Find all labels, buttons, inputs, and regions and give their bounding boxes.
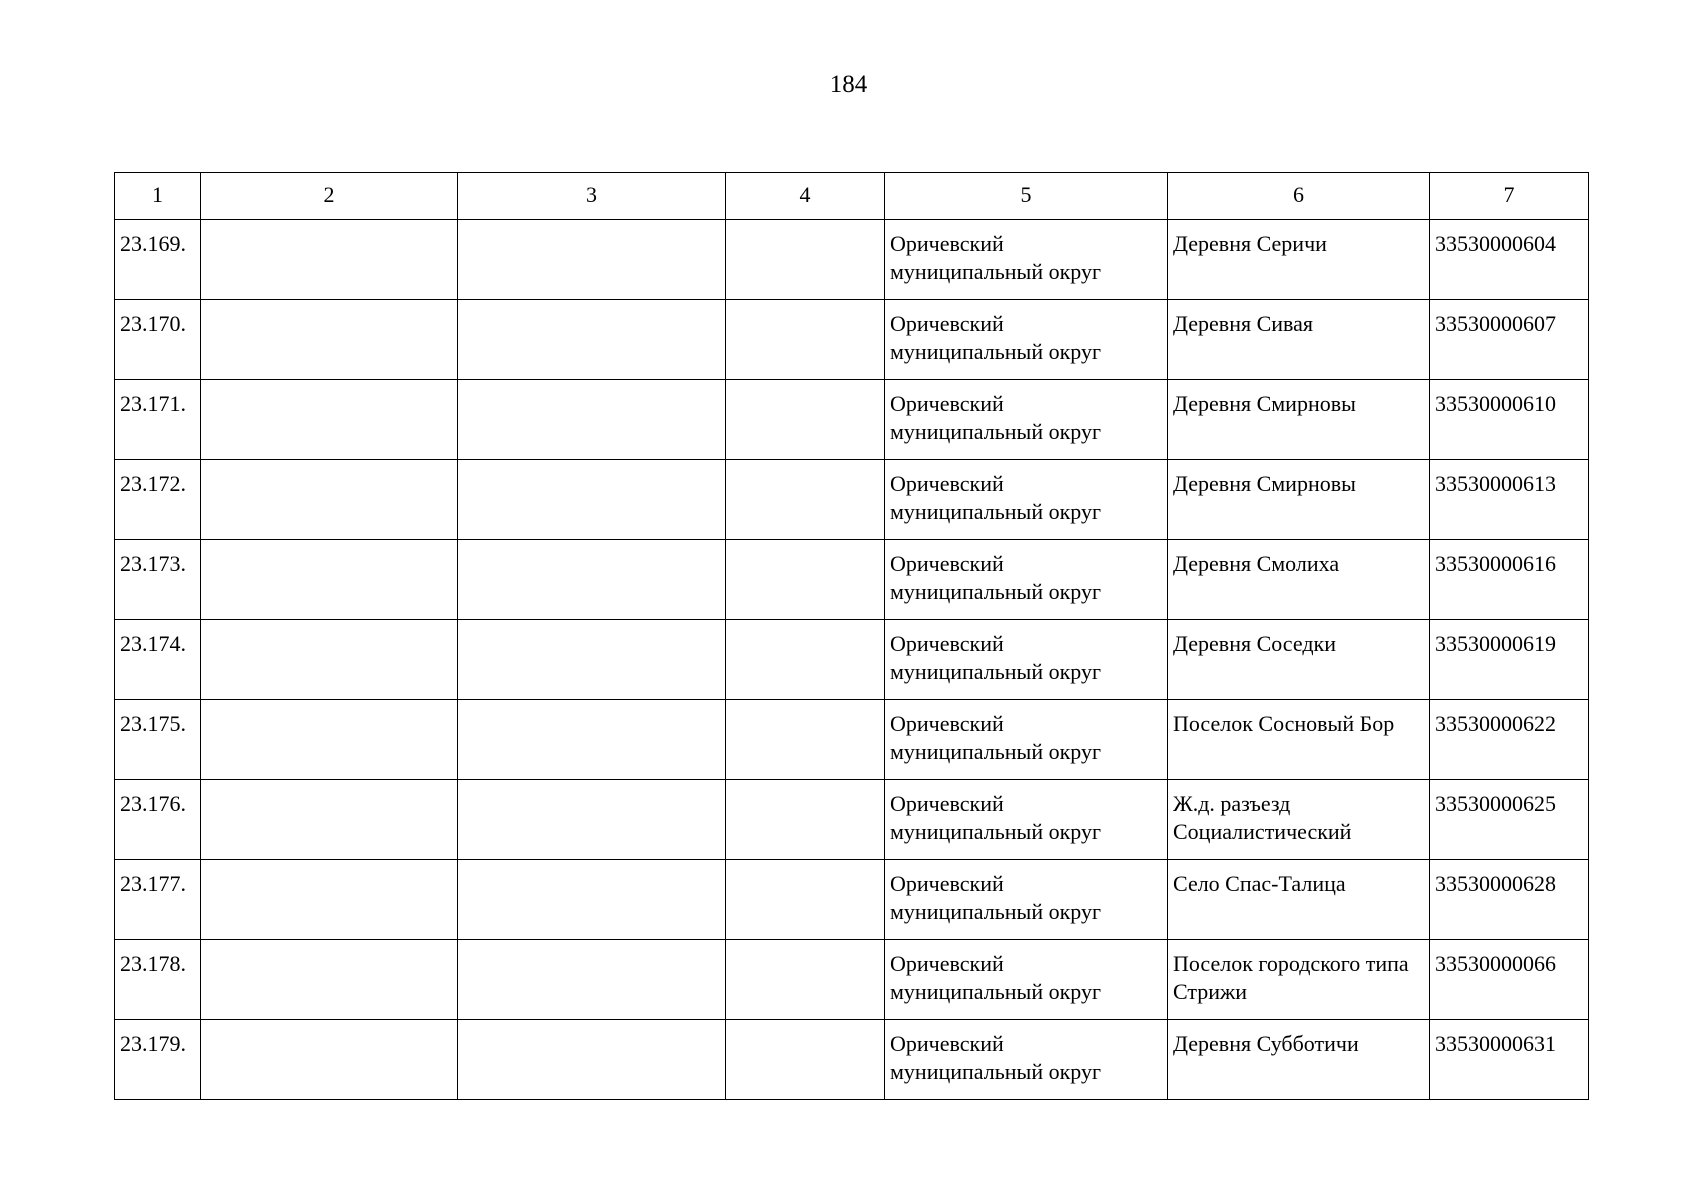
cell-col2 [201,620,458,700]
cell-col3 [458,460,726,540]
cell-col4 [726,380,885,460]
row-number: 23.171. [115,380,201,460]
settlement-code: 33530000607 [1430,300,1589,380]
table-row [115,940,1589,1020]
district-name: Оричевский муниципальный округ [885,700,1168,780]
cell-col2 [201,700,458,780]
cell-col4 [726,860,885,940]
cell-col3 [458,540,726,620]
cell-col3 [458,940,726,1020]
settlement-code: 33530000631 [1430,1020,1589,1100]
cell-col4 [726,220,885,300]
cell-col4 [726,300,885,380]
table-row [115,300,1589,380]
cell-col4 [726,780,885,860]
settlement-name: Деревня Смолиха [1168,540,1430,620]
table-row [115,220,1589,300]
settlement-code: 33530000625 [1430,780,1589,860]
table-row [115,620,1589,700]
page-number: 184 [829,71,868,98]
district-name: Оричевский муниципальный округ [885,460,1168,540]
cell-col4 [726,460,885,540]
cell-col4 [726,540,885,620]
row-number: 23.169. [115,220,201,300]
cell-col2 [201,380,458,460]
cell-col2 [201,220,458,300]
row-number: 23.172. [115,460,201,540]
cell-col4 [726,700,885,780]
settlement-name: Деревня Субботичи [1168,1020,1430,1100]
row-number: 23.174. [115,620,201,700]
column-header: 6 [1168,173,1430,220]
cell-col3 [458,300,726,380]
table-row [115,380,1589,460]
row-number: 23.170. [115,300,201,380]
settlement-code: 33530000619 [1430,620,1589,700]
cell-col3 [458,1020,726,1100]
row-number: 23.173. [115,540,201,620]
settlement-name: Деревня Сивая [1168,300,1430,380]
cell-col2 [201,940,458,1020]
row-number: 23.177. [115,860,201,940]
settlement-code: 33530000066 [1430,940,1589,1020]
cell-col2 [201,460,458,540]
settlement-code: 33530000622 [1430,700,1589,780]
cell-col2 [201,780,458,860]
district-name: Оричевский муниципальный округ [885,940,1168,1020]
cell-col4 [726,1020,885,1100]
settlement-name: Деревня Соседки [1168,620,1430,700]
settlement-code: 33530000610 [1430,380,1589,460]
column-header: 5 [885,173,1168,220]
column-header: 2 [201,173,458,220]
settlement-code: 33530000616 [1430,540,1589,620]
cell-col2 [201,300,458,380]
cell-col3 [458,860,726,940]
cell-col3 [458,220,726,300]
column-header: 4 [726,173,885,220]
settlement-name: Деревня Смирновы [1168,380,1430,460]
cell-col4 [726,620,885,700]
district-name: Оричевский муниципальный округ [885,1020,1168,1100]
cell-col2 [201,540,458,620]
district-name: Оричевский муниципальный округ [885,540,1168,620]
settlement-name: Деревня Смирновы [1168,460,1430,540]
district-name: Оричевский муниципальный округ [885,380,1168,460]
settlement-name: Село Спас-Талица [1168,860,1430,940]
cell-col2 [201,1020,458,1100]
table-row [115,460,1589,540]
table-row [115,860,1589,940]
district-name: Оричевский муниципальный округ [885,300,1168,380]
column-header: 3 [458,173,726,220]
settlement-name: Поселок городского типа Стрижи [1168,940,1430,1020]
table-row [115,780,1589,860]
cell-col4 [726,940,885,1020]
data-table [114,172,1589,1100]
table-row [115,540,1589,620]
column-header: 7 [1430,173,1589,220]
row-number: 23.175. [115,700,201,780]
cell-col3 [458,620,726,700]
row-number: 23.179. [115,1020,201,1100]
cell-col3 [458,700,726,780]
column-header: 1 [115,173,201,220]
district-name: Оричевский муниципальный округ [885,780,1168,860]
settlement-code: 33530000604 [1430,220,1589,300]
table-row [115,700,1589,780]
settlement-code: 33530000628 [1430,860,1589,940]
header-row [115,173,1589,220]
district-name: Оричевский муниципальный округ [885,220,1168,300]
table-row [115,1020,1589,1100]
row-number: 23.178. [115,940,201,1020]
settlement-name: Поселок Сосновый Бор [1168,700,1430,780]
settlement-name: Деревня Серичи [1168,220,1430,300]
settlement-code: 33530000613 [1430,460,1589,540]
settlement-name: Ж.д. разъезд Социалистический [1168,780,1430,860]
cell-col3 [458,380,726,460]
district-name: Оричевский муниципальный округ [885,860,1168,940]
district-name: Оричевский муниципальный округ [885,620,1168,700]
row-number: 23.176. [115,780,201,860]
cell-col2 [201,860,458,940]
cell-col3 [458,780,726,860]
